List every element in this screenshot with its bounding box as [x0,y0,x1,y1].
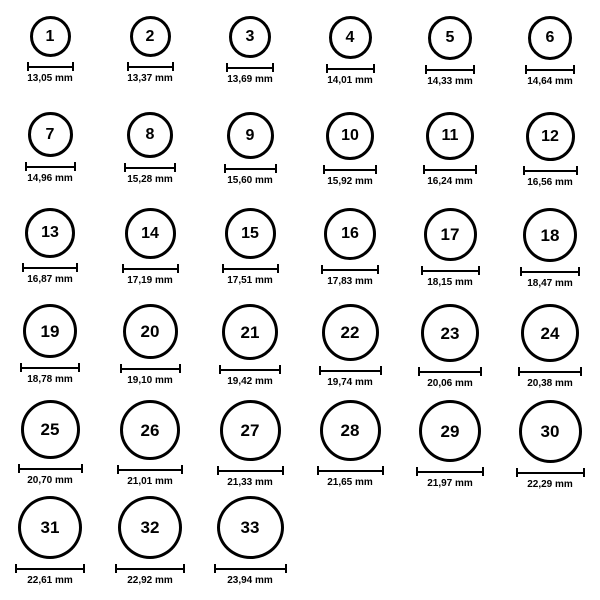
ring-circle [528,16,572,60]
ring-size-label: 26 [140,420,160,440]
caliper-icon [20,363,80,372]
diameter-measure [226,63,274,85]
caliper-icon [18,464,83,473]
ring-circle [419,400,481,462]
diameter-value: 22,92 mm [127,575,173,586]
ring-circle [130,16,171,57]
ring-size-cell [100,202,200,298]
diameter-value: 19,10 mm [127,375,173,386]
ring-size-cell [500,10,600,106]
caliper-icon [516,468,585,477]
ring-size-cell [200,106,300,202]
ring-size-cell [0,10,100,106]
ring-size-cell [500,394,600,490]
diameter-measure [423,165,477,187]
ring-circle [329,16,372,59]
caliper-icon [321,265,379,274]
ring-size-label: 11 [441,127,459,144]
diameter-value: 13,69 mm [227,74,273,85]
ring-size-cell [0,202,100,298]
caliper-icon [520,267,580,276]
ring-size-cell [300,298,400,394]
diameter-value: 20,38 mm [527,378,573,389]
ring-size-label: 21 [240,322,260,342]
caliper-icon [27,62,74,71]
diameter-value: 18,15 mm [427,277,473,288]
ring-size-cell [400,202,500,298]
caliper-icon [25,162,76,171]
ring-circle [118,496,182,559]
ring-size-label: 20 [140,322,160,341]
ring-size-label: 33 [240,518,260,537]
diameter-value: 17,19 mm [127,275,173,286]
ring-size-cell [200,10,300,106]
ring-size-label: 24 [540,323,560,343]
diameter-measure [421,266,480,288]
diameter-value: 17,51 mm [227,275,273,286]
diameter-value: 18,78 mm [27,374,73,385]
caliper-icon [416,467,484,476]
diameter-measure [418,367,482,389]
diameter-measure [15,564,85,586]
diameter-measure [525,65,575,87]
ring-size-cell [300,10,400,106]
diameter-value: 23,94 mm [227,575,273,586]
ring-circle [25,208,75,258]
ring-size-label: 19 [40,321,60,341]
ring-size-label: 31 [40,518,60,537]
ring-circle [322,304,379,361]
caliper-icon [22,263,78,272]
diameter-measure [127,62,174,84]
ring-size-cell [100,298,200,394]
ring-circle [123,304,178,359]
diameter-value: 21,33 mm [227,477,273,488]
ring-size-label: 16 [341,225,359,242]
ring-size-cell [300,202,400,298]
ring-circle [521,304,579,362]
caliper-icon [326,64,375,73]
diameter-value: 20,70 mm [27,475,73,486]
ring-size-cell [400,394,500,490]
caliper-icon [518,367,582,376]
ring-circle [30,16,71,57]
diameter-measure [416,467,484,489]
ring-size-cell [500,202,600,298]
ring-size-label: 18 [540,225,560,245]
ring-size-label: 30 [540,422,560,441]
ring-size-cell [400,106,500,202]
diameter-measure [222,264,279,286]
caliper-icon [423,165,477,174]
diameter-value: 16,87 mm [27,274,73,285]
diameter-value: 19,42 mm [227,376,273,387]
ring-size-label: 25 [40,420,60,439]
diameter-measure [321,265,379,287]
ring-size-cell [400,298,500,394]
ring-circle [526,112,575,161]
ring-size-label: 32 [140,518,160,537]
diameter-measure [516,468,585,490]
diameter-value: 19,74 mm [327,377,373,388]
diameter-measure [117,465,183,487]
ring-size-grid [0,10,600,586]
diameter-value: 15,28 mm [127,174,173,185]
ring-circle [127,112,173,158]
ring-circle [227,112,274,159]
ring-circle [222,304,278,360]
diameter-value: 14,64 mm [527,76,573,87]
ring-circle [23,304,77,358]
ring-size-cell [400,10,500,106]
caliper-icon [219,365,281,374]
caliper-icon [418,367,482,376]
diameter-measure [425,65,475,87]
caliper-icon [226,63,274,72]
ring-size-cell [200,394,300,490]
diameter-value: 15,60 mm [227,175,273,186]
ring-size-label: 23 [440,323,460,343]
caliper-icon [122,264,179,273]
caliper-icon [117,465,183,474]
diameter-value: 14,33 mm [427,76,473,87]
diameter-value: 13,05 mm [27,73,73,84]
ring-size-cell [300,106,400,202]
ring-size-label: 14 [141,224,159,242]
caliper-icon [523,166,578,175]
ring-size-label: 9 [245,126,255,144]
ring-size-cell [500,298,600,394]
ring-size-cell [100,106,200,202]
diameter-value: 14,01 mm [327,75,373,86]
diameter-measure [18,464,83,486]
ring-size-label: 10 [341,127,359,144]
ring-size-label: 4 [345,28,355,46]
ring-circle [125,208,176,259]
diameter-measure [219,365,281,387]
caliper-icon [217,466,284,475]
diameter-measure [520,267,580,289]
caliper-icon [323,165,377,174]
diameter-value: 14,96 mm [27,173,73,184]
diameter-value: 17,83 mm [327,276,373,287]
caliper-icon [224,164,277,173]
caliper-icon [222,264,279,273]
caliper-icon [15,564,85,573]
ring-circle [428,16,472,60]
ring-circle [519,400,582,463]
diameter-measure [27,62,74,84]
diameter-measure [326,64,375,86]
ring-size-label: 17 [440,225,460,244]
diameter-measure [323,165,377,187]
diameter-value: 16,56 mm [527,177,573,188]
diameter-measure [124,163,176,185]
ring-circle [326,112,374,160]
diameter-value: 22,61 mm [27,575,73,586]
ring-circle [220,400,281,461]
ring-size-label: 22 [340,323,360,342]
ring-circle [523,208,577,262]
ring-size-cell [100,490,200,586]
diameter-measure [317,466,384,488]
diameter-measure [22,263,78,285]
caliper-icon [127,62,174,71]
diameter-value: 16,24 mm [427,176,473,187]
ring-circle [217,496,284,559]
ring-circle [424,208,477,261]
ring-size-label: 3 [245,28,255,45]
caliper-icon [425,65,475,74]
ring-size-cell [100,394,200,490]
ring-circle [21,400,80,459]
diameter-measure [214,564,287,586]
diameter-measure [120,364,181,386]
ring-size-label: 15 [241,224,259,242]
diameter-measure [224,164,277,186]
ring-size-label: 6 [545,29,555,46]
caliper-icon [124,163,176,172]
ring-size-cell [300,394,400,490]
ring-size-cell [0,490,100,586]
ring-size-label: 2 [145,27,155,45]
ring-circle [225,208,276,259]
ring-size-label: 28 [340,421,360,440]
caliper-icon [421,266,480,275]
caliper-icon [319,366,382,375]
diameter-measure [319,366,382,388]
ring-circle [229,16,271,58]
diameter-measure [20,363,80,385]
caliper-icon [214,564,287,573]
ring-circle [120,400,180,460]
diameter-measure [518,367,582,389]
diameter-measure [217,466,284,488]
diameter-value: 21,65 mm [327,477,373,488]
ring-size-cell [0,106,100,202]
ring-size-cell [200,298,300,394]
ring-size-label: 5 [445,29,455,46]
diameter-value: 20,06 mm [427,378,473,389]
ring-circle [426,112,474,160]
ring-size-cell [0,394,100,490]
ring-size-label: 29 [440,421,460,441]
ring-circle [18,496,82,559]
ring-size-label: 7 [45,125,55,143]
ring-circle [324,208,376,260]
diameter-value: 21,01 mm [127,476,173,487]
diameter-measure [25,162,76,184]
caliper-icon [115,564,185,573]
diameter-value: 13,37 mm [127,73,173,84]
diameter-measure [115,564,185,586]
diameter-measure [523,166,578,188]
caliper-icon [120,364,181,373]
ring-size-label: 12 [541,127,559,145]
ring-size-label: 13 [41,224,59,241]
diameter-value: 21,97 mm [427,478,473,489]
diameter-value: 22,29 mm [527,479,573,490]
ring-circle [421,304,479,362]
ring-size-label: 1 [45,27,55,45]
ring-size-cell [200,202,300,298]
ring-size-cell [500,106,600,202]
caliper-icon [317,466,384,475]
ring-size-cell [0,298,100,394]
ring-circle [28,112,73,157]
ring-size-label: 27 [240,421,260,440]
diameter-measure [122,264,179,286]
ring-size-label: 8 [145,126,155,143]
ring-circle [320,400,381,461]
ring-size-cell [200,490,300,586]
diameter-value: 15,92 mm [327,176,373,187]
ring-size-cell [100,10,200,106]
diameter-value: 18,47 mm [527,278,573,289]
caliper-icon [525,65,575,74]
